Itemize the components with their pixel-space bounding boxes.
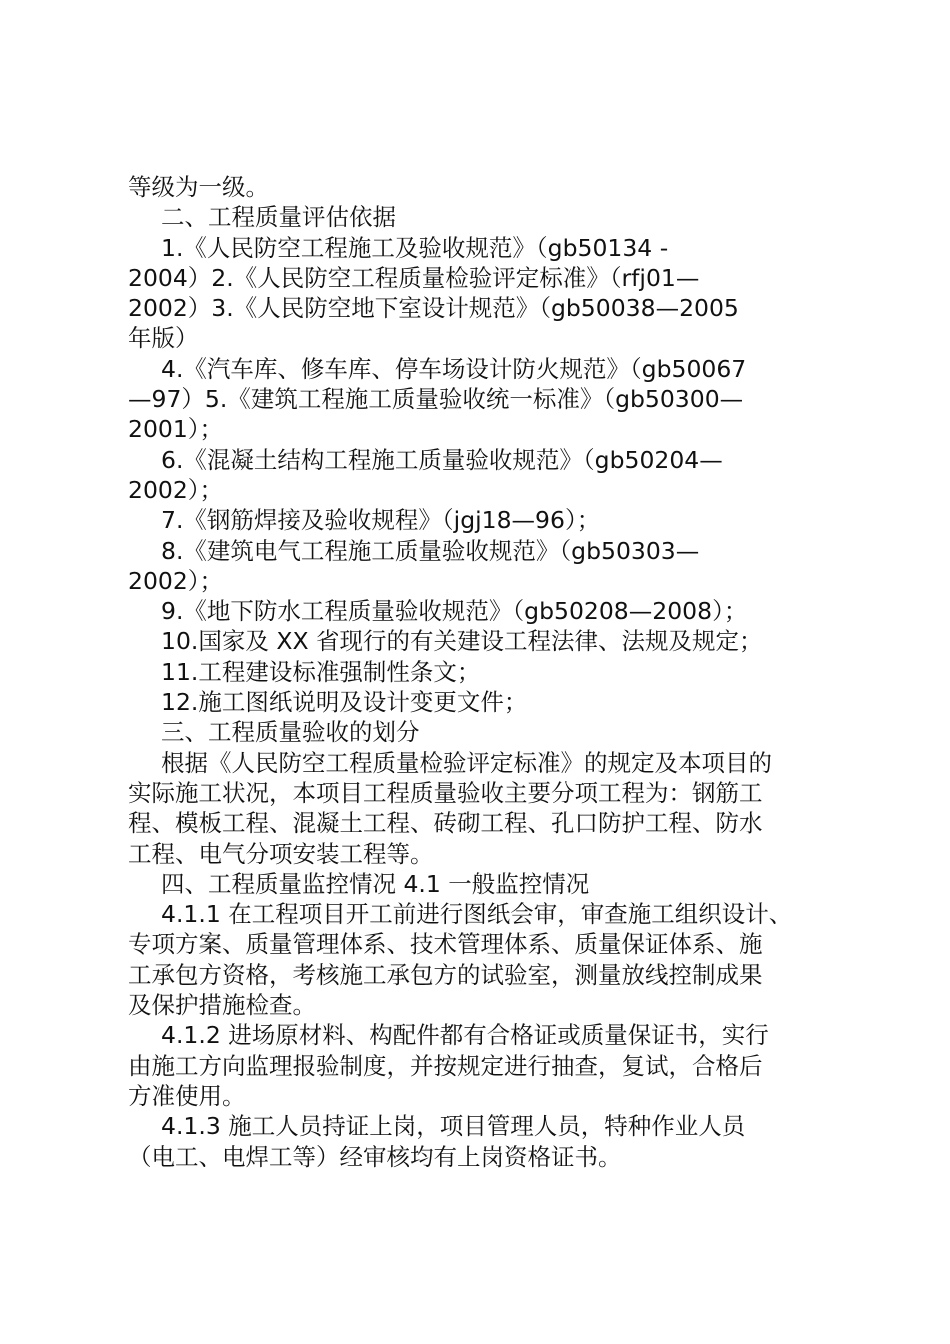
paragraph: 4.1.2 进场原材料、构配件都有合格证或质量保证书，实行 由施工方向监理报验制度，并按规定进行抽查，复试，合格后 方准使用。 <box>128 1021 769 1110</box>
section-heading: 四、工程质量监控情况 4.1 一般监控情况 <box>161 869 590 898</box>
section-heading: 三、工程质量验收的划分 <box>161 718 420 747</box>
paragraph: 1.《人民防空工程施工及验收规范》（gb50134 - 2004）2.《人民防空工程质量检验评定标准》（rfj01— 2002）3.《人民防空地下室设计规范》（gb50038—2005 年版） <box>128 233 739 353</box>
paragraph: 4.1.3 施工人员持证上岗，项目管理人员，特种作业人员 （电工、电焊工等）经审核均有上岗资格证书。 <box>128 1112 746 1171</box>
paragraph: 等级为一级。 <box>128 173 269 201</box>
document-body <box>128 172 832 1172</box>
paragraph: 12.施工图纸说明及设计变更文件； <box>161 688 528 717</box>
paragraph: 根据《人民防空工程质量检验评定标准》的规定及本项目的 实际施工状况，本项目工程质量验收主要分项工程为：钢筋工 程、模板工程、混凝土工程、砖砌工程、孔口防护工程、防水 工程、电气分项安装工程等。 <box>128 748 772 868</box>
paragraph: 8.《建筑电气工程施工质量验收规范》（gb50303— 2002）； <box>128 536 700 595</box>
paragraph: 7.《钢筋焊接及验收规程》（jgj18—96）； <box>161 506 601 535</box>
paragraph: 6.《混凝土结构工程施工质量验收规范》（gb50204— 2002）； <box>128 445 723 504</box>
paragraph: 9.《地下防水工程质量验收规范》（gb50208—2008）； <box>161 597 748 626</box>
paragraph: 10.国家及 XX 省现行的有关建设工程法律、法规及规定； <box>161 627 763 656</box>
paragraph: 4.1.1 在工程项目开工前进行图纸会审，审查施工组织设计、 专项方案、质量管理体系、技术管理体系、质量保证体系、施 工承包方资格，考核施工承包方的试验室，测量放线控制成果 及保护措施检查。 <box>128 900 793 1020</box>
section-heading: 二、工程质量评估依据 <box>161 203 396 232</box>
paragraph: 4.《汽车库、修车库、停车场设计防火规范》（gb50067 —97）5.《建筑工程施工质量验收统一标准》（gb50300— 2001）； <box>128 354 747 444</box>
paragraph: 11.工程建设标准强制性条文； <box>161 657 481 686</box>
